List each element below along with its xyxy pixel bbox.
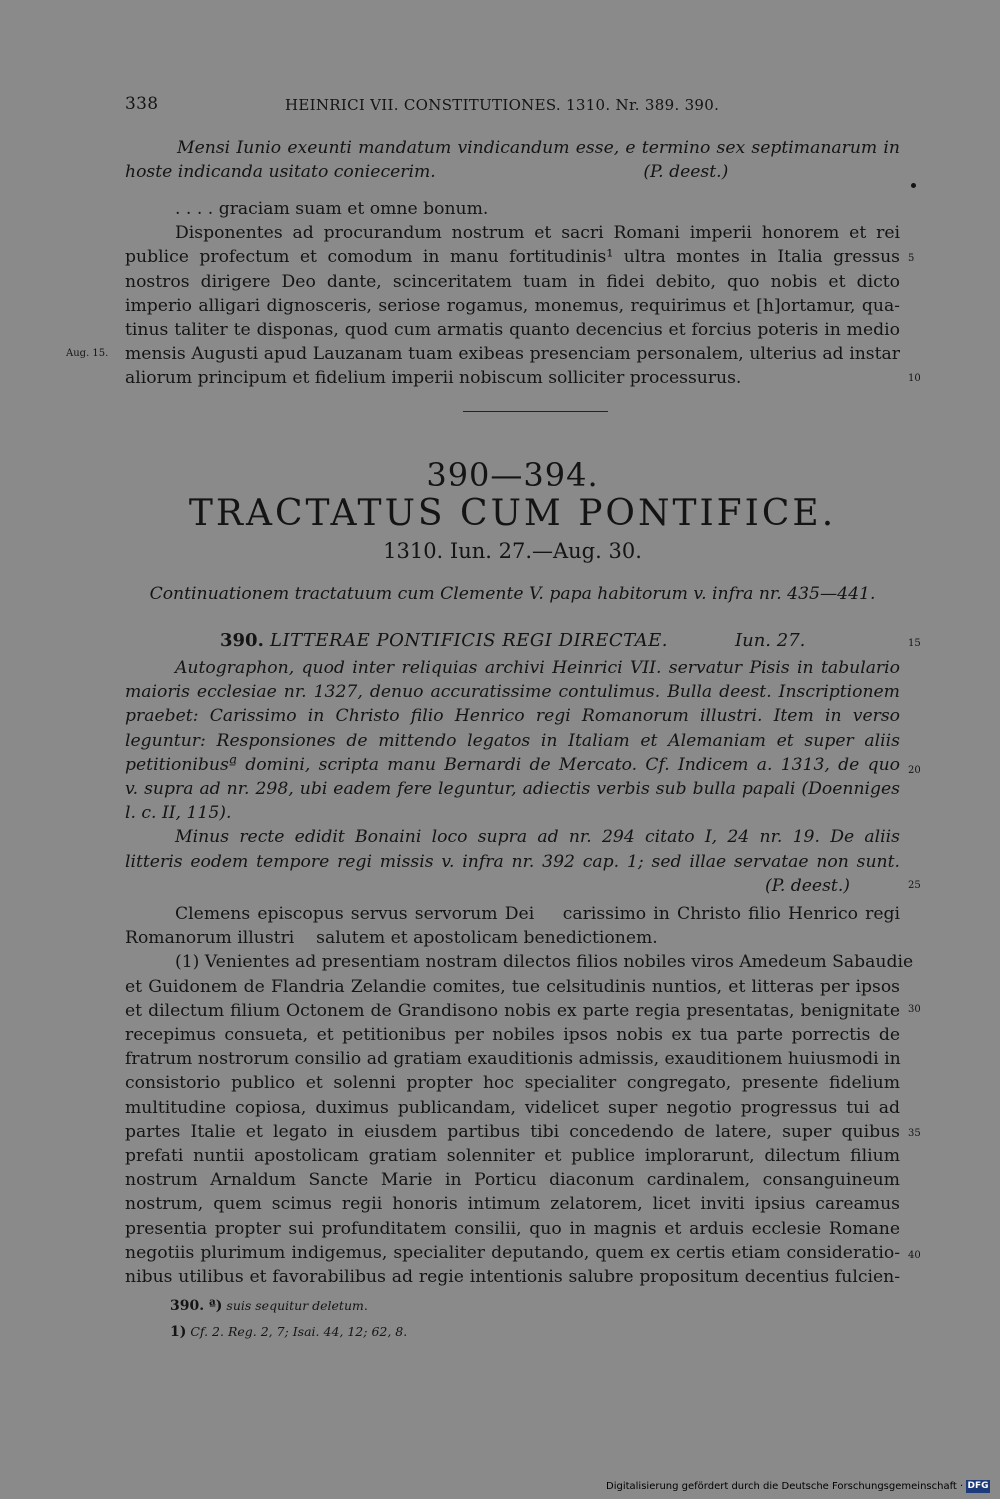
text-line: consistorio publico et solenni propter hoc specialiter congregato, presente fidelium: [125, 1073, 900, 1094]
digitization-credit: Digitalisierung gefördert durch die Deutsche Forschungsgemeinschaft ·: [606, 1481, 964, 1492]
footnote: [170, 1298, 368, 1314]
text-line: negotiis plurimum indigemus, specialiter deputando, quem ex certis etiam consideratio-: [125, 1242, 900, 1263]
document-number: 390.: [220, 630, 264, 651]
line-number: 15: [908, 638, 921, 649]
dfg-logo: DFG: [967, 1481, 989, 1491]
section-date: 1310. Iun. 27.—Aug. 30.: [383, 539, 642, 563]
critical-apparatus: [125, 656, 900, 898]
apparatus-line: Minus recte edidit Bonaini loco supra ad nr. 294 citato I, 24 nr. 19. De aliis: [175, 827, 900, 848]
text-line: multitudine copiosa, duximus publicandam, videlicet super negotio progressus tui ad: [125, 1097, 900, 1118]
text-line: . . . . graciam suam et omne bonum.: [175, 199, 489, 219]
letter-389-text: [125, 197, 900, 391]
ink-dot: [911, 183, 916, 188]
line-number: 30: [908, 1004, 921, 1015]
intro-line: hoste indicanda usitato coniecerim. (P. deest.): [125, 162, 729, 183]
text-line: aliorum principum et fidelium imperii nobiscum solliciter processurus.: [125, 368, 742, 389]
text-line: nostros dirigere Deo dante, scinceritatem tuam in fidei debito, quo nobis et dicto: [125, 271, 900, 292]
running-header: [125, 94, 900, 118]
section-number: 390—394.: [426, 456, 599, 494]
section-divider: [463, 411, 608, 412]
apparatus-line: (P. deest.): [765, 875, 850, 896]
section-continuation-note: Continuationem tractatuum cum Clemente V. papa habitorum v. infra nr. 435—441.: [149, 584, 876, 604]
apparatus-line: petitionibusª domini, scripta manu Bernardi de Mercato. Cf. Indicem a. 1313, de quo: [125, 754, 900, 775]
text-line: mensis Augusti apud Lauzanam tuam exibeas presenciam personalem, ulterius ad instar: [125, 344, 900, 365]
footnote: [170, 1324, 407, 1340]
apparatus-line: maioris ecclesiae nr. 1327, denuo accuratissime contulimus. Bulla deest. Inscriptionem: [125, 682, 900, 703]
section-title: TRACTATUS CUM PONTIFICE.: [188, 493, 837, 534]
line-number: 40: [908, 1250, 921, 1261]
footnote-text: Cf. 2. Reg. 2, 7; Isai. 44, 12; 62, 8.: [190, 1324, 408, 1339]
line-number: 5: [908, 253, 915, 264]
running-title: HEINRICI VII. CONSTITUTIONES. 1310. Nr. 389. 390.: [285, 96, 720, 114]
text-line: presentia propter sui profunditatem consilii, quo in magnis et arduis ecclesie Romane: [125, 1218, 900, 1239]
text-line: nostrum, quem scimus regii honoris intimum zelatorem, licet inviti ipsius careamus: [125, 1194, 900, 1215]
text-line: tinus taliter te disponas, quod cum armatis quanto decencius et forcius poteris in medio: [125, 320, 900, 341]
apparatus-line: l. c. II, 115).: [125, 803, 232, 824]
footnote-label: 390. ª): [170, 1298, 223, 1314]
intro-line: Mensi Iunio exeunti mandatum vindicandum esse, e termino sex septimanarum in: [177, 138, 900, 158]
line-number: 10: [908, 373, 921, 384]
text-line: et dilectum filium Octonem de Grandisono nobis ex parte regia presentatas, benignitate: [125, 1000, 900, 1021]
apparatus-line: leguntur: Responsiones de mittendo legatos in Italiam et Alemaniam et super aliis: [125, 730, 900, 751]
line-number: 20: [908, 765, 921, 776]
text-line: fratrum nostrorum consilio ad gratiam exauditionis admissis, exauditionem huiusmodi in: [125, 1049, 901, 1070]
text-line: imperio alligari dignosceris, seriose rogamus, monemus, requirimus et [h]ortamur, qua-: [125, 295, 900, 316]
apparatus-line: Autographon, quod inter reliquias archivi Heinrici VII. servatur Pisis in tabulario: [175, 658, 900, 678]
text-line: Romanorum illustri salutem et apostolicam benedictionem.: [125, 928, 658, 949]
document-title: LITTERAE PONTIFICIS REGI DIRECTAE.: [270, 630, 669, 651]
footnote-text: suis sequitur deletum.: [226, 1298, 368, 1313]
text-line: Clemens episcopus servus servorum Dei carissimo in Christo filio Henrico regi: [175, 904, 900, 924]
footnote-label: 1): [170, 1324, 187, 1340]
document-390-text: [125, 902, 914, 1289]
text-line: recepimus consueta, et petitionibus per nobiles ipsos nobis ex tua parte porrectis de: [125, 1025, 900, 1046]
text-line: (1) Venientes ad presentiam nostram dilectos filios nobiles viros Amedeum Sabaudie: [175, 952, 914, 973]
apparatus-line: v. supra ad nr. 298, ubi eadem fere leguntur, adiectis verbis sub bulla papali (Doenniges: [125, 779, 900, 800]
line-number: 25: [908, 880, 921, 891]
margin-date-note: Aug. 15.: [66, 348, 109, 359]
text-line: prefati nuntii apostolicam gratiam solenniter et publice implorarunt, dilectum filium: [125, 1146, 900, 1167]
line-number: 35: [908, 1128, 921, 1139]
text-line: et Guidonem de Flandria Zelandie comites, tue celsitudinis nuntios, et litteras per ipsos: [125, 976, 900, 997]
text-line: nostrum Arnaldum Sancte Marie in Porticu diaconum cardinalem, consanguineum: [125, 1170, 900, 1191]
document-date: Iun. 27.: [735, 630, 806, 651]
apparatus-line: praebet: Carissimo in Christo filio Henrico regi Romanorum illustri. Item in verso: [125, 706, 900, 727]
intro-note: [125, 136, 900, 184]
apparatus-line: litteris eodem tempore regi missis v. infra nr. 392 cap. 1; sed illae servatae non sunt.: [125, 851, 900, 872]
text-line: publice profectum et comodum in manu fortitudinis¹ ultra montes in Italia gressus: [125, 247, 900, 268]
page-number: 338: [125, 94, 159, 114]
text-line: nibus utilibus et favorabilibus ad regie intentionis salubre propositum decentius fulcien-: [125, 1267, 900, 1288]
text-line: partes Italie et legato in eiusdem partibus tibi concedendo de latere, super quibus: [125, 1121, 900, 1142]
text-line: Disponentes ad procurandum nostrum et sacri Romani imperii honorem et rei: [175, 223, 900, 244]
